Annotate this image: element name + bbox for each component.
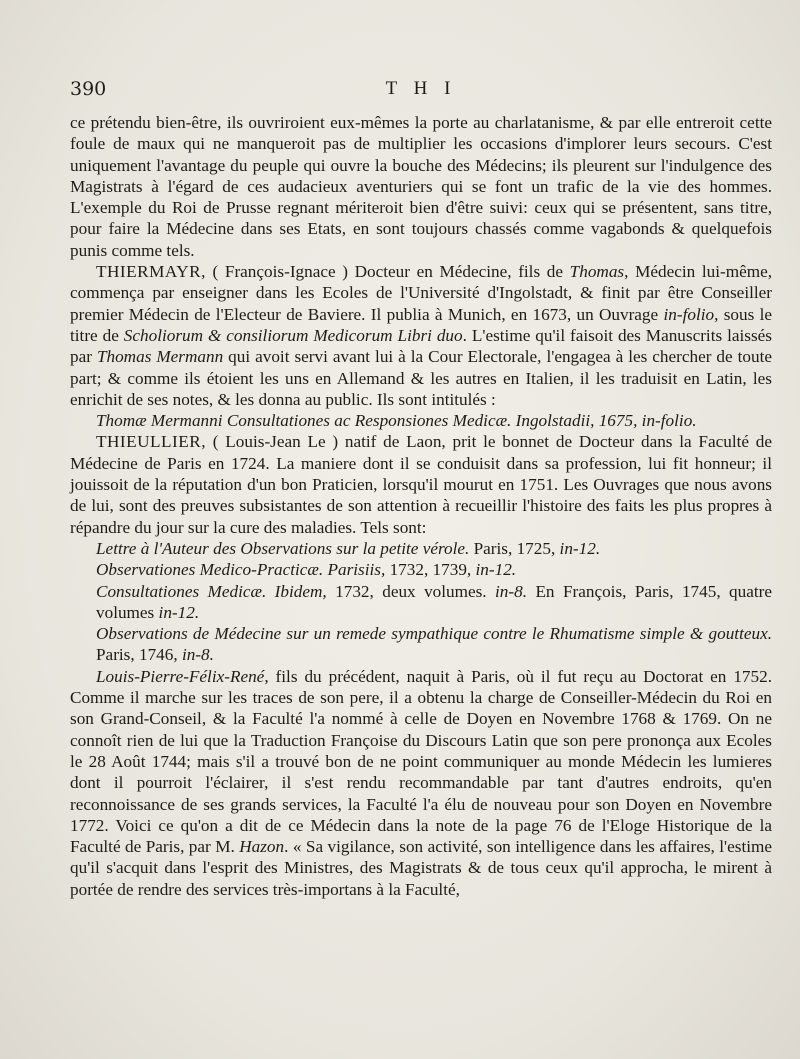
work-format: in-8. [181,645,214,665]
entry-text: . L'estime qu'il faisoit des Manuscrits laissés par [70,325,772,367]
page-header [70,78,772,108]
page-body [70,112,772,900]
work-citation [70,410,772,431]
entry-text: . « Sa vigilance, son activité, son intelligence dans les affaires, l'estime qu'il s'acquit dans l'esprit des Ministres, des Magistrats & de tous ceux qu'il approcha, le mirent à portée de rendre des services très-importans à la Faculté, [70,837,773,899]
entry-text: qui avoit servi avant lui à la Cour Electorale, l'engagea à les chercher de toute part; & comme ils étoient les uns en Allemand & les autres en Italien, il les traduisit en Latin, les enrichit de ses notes, & les donna au public. Ils sont intitulés : [70,347,772,409]
work-format: in-12. [475,560,517,580]
entry-text: ( Louis-Jean Le ) natif de Laon, prit le bonnet de Docteur dans la Faculté de Médecine de Paris en 1724. La maniere dont il se conduisit dans sa profession, lui fit honneur; il jouissoit de la réputation d'un bon Praticien, lorsqu'il mourut en 1751. Les Ouvrages que nous avons de lui, sont des preuves subsistantes de son attention à recueillir l'histoire des faits les plus propres à répandre du jour sur la cure des maladies. Tels sont: [70,432,772,537]
headword-thiermayr: THIERMAYR, [96,262,206,282]
italic-name: Hazon [239,837,285,857]
italic-format: in-folio [663,304,715,324]
work-title: Thomæ Mermanni Consultationes ac Responsiones Medicæ. Ingolstadii, 1675, in-folio. [96,411,697,431]
entry-thiermayr [70,261,772,410]
work-imprint: Paris, 1746, [96,645,182,665]
italic-title: Scholiorum & consiliorum Medicorum Libri duo [123,325,463,345]
work-imprint: 1732, deux volumes. [326,581,496,601]
italic-name: Louis-Pierre-Félix-René [96,666,265,686]
page-number: 390 [70,78,107,100]
paragraph-charlatanism: ce prétendu bien-être, ils ouvriroient eux-mêmes la porte au charlatanisme, & par elle entreroit cette foule de maux qui ne manqueroit pas de multiplier les occasions d'implorer leurs secours. C'est uniquement l'avantage du peuple qui ouvre la bouche des Médecins; ils pleurent sur l'indulgence des Magistrats à l'égard de ces audacieux aventuriers qui se font un trafic de la vie des hommes. L'exemple du Roi de Prusse regnant mériteroit bien d'être suivi: ceux qui se présentent, sans titre, pour faire la Médecine dans ses Etats, en sont toujours chassés comme vagabonds & quelquefois punis comme tels. [70,113,772,260]
work-imprint: En François, Paris, 1745, quatre volumes [96,581,772,622]
entry-text: , Médecin lui-même, commença par enseigner dans les Ecoles de l'Université d'Ingolstadt, & finit par être Conseiller premier Médecin de l'Electeur de Baviere. Il publia à Munich, en 1673, un Ouvrage [70,262,772,324]
work-imprint: Paris, 1725, [469,538,560,558]
work-citation [70,559,772,580]
work-format: in-12. [559,538,601,558]
work-title: Observations de Médecine sur un remede sympathique contre le Rhumatisme simple & goutteux. [96,624,772,644]
work-title: Consultationes Medicæ. Ibidem, [96,581,327,601]
work-citation [70,581,772,624]
entry-text: , sous le titre de [70,304,772,345]
italic-name: Thomas [569,262,625,282]
work-format: in-8. [495,581,528,601]
work-format: in-12. [158,602,200,622]
entry-text: , fils du précédent, naquit à Paris, où il fut reçu au Doctorat en 1752. Comme il marche sur les traces de son pere, il a obtenu la charge de Conseiller-Médecin du Roi en son Grand-Conseil, & la Faculté l'a nommé à celle de Doyen en Novembre 1768 & 1769. On ne connoît rien de lui que la Traduction Françoise du Discours Latin que son pere prononça aux Ecoles le 28 Août 1744; mais s'il a trouvé bon de ne point communiquer au monde Médecin les lumieres dont il pourroit l'éclairer, il s'est rendu recommandable par tant d'autres endroits, qu'en reconnoissance de ses grands services, la Faculté l'a élu de nouveau pour son Doyen en Novembre 1772. Voici ce qu'on a dit de ce Médecin dans la note de la page 76 de l'Eloge Historique de la Faculté de Paris, par M. [70,666,772,857]
entry-son [70,666,772,900]
work-citation [70,623,772,666]
work-citation [70,538,772,559]
entry-thieullier [70,431,772,537]
work-imprint: 1732, 1739, [385,560,476,580]
work-title: Observationes Medico-Practicæ. Parisiis, [96,560,386,580]
work-title: Lettre à l'Auteur des Observations sur la petite vérole. [96,538,470,558]
headword-thieullier: THIEULLIER, [96,432,207,452]
italic-name: Thomas Mermann [96,347,224,367]
running-head: T H I [385,78,457,99]
entry-text: ( François-Ignace ) Docteur en Médecine, fils de [205,262,570,282]
